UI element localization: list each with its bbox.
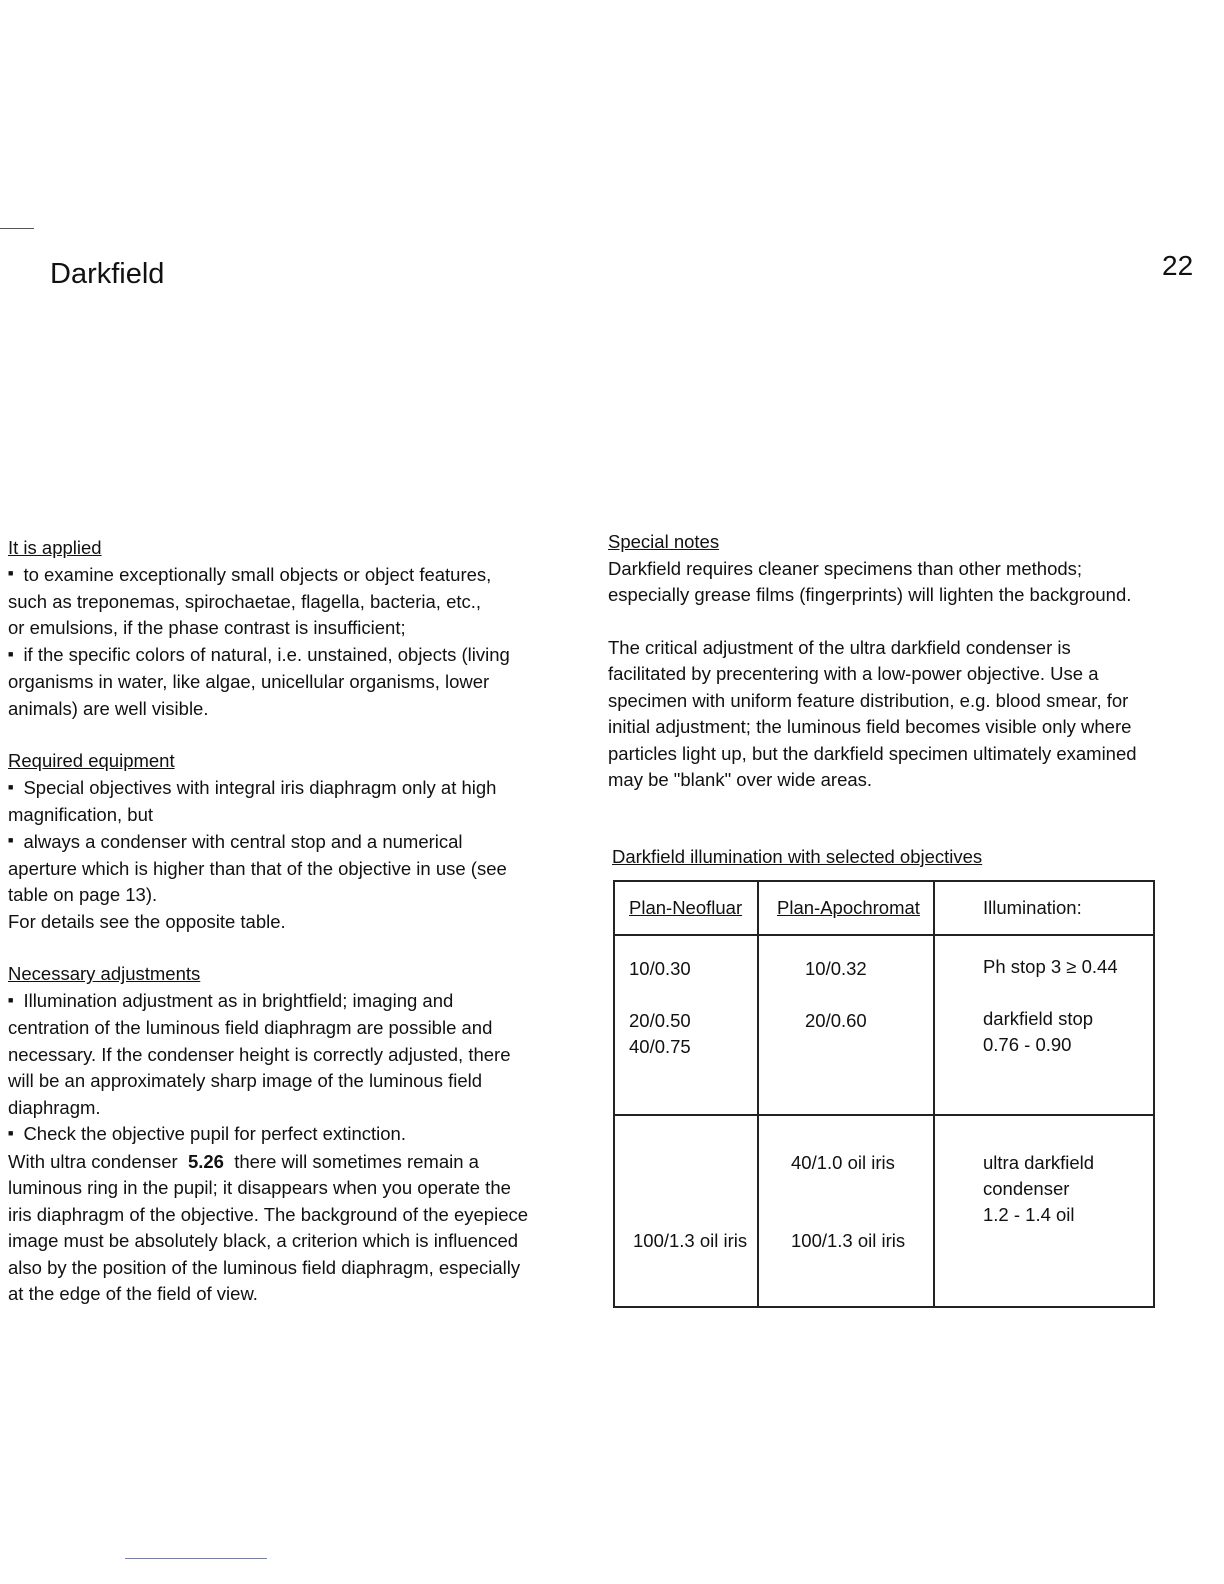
cell-line bbox=[629, 982, 757, 1008]
equipment-line: table on page 13). bbox=[8, 884, 158, 906]
cell-line: 1.2 - 1.4 oil bbox=[983, 1204, 1075, 1225]
adjustments-line: ■ Check the objective pupil for perfect extinction. bbox=[8, 1121, 588, 1148]
adjustments-line: at the edge of the field of view. bbox=[8, 1283, 258, 1305]
critical-line: The critical adjustment of the ultra darkfield condenser is bbox=[608, 636, 1071, 658]
notes-line: Darkfield requires cleaner specimens than other methods; bbox=[608, 557, 1083, 579]
cell-line bbox=[633, 1202, 757, 1228]
reference-number: 5.26 bbox=[187, 1150, 224, 1172]
table-header-row bbox=[614, 881, 1154, 935]
adj-text: With ultra condenser bbox=[8, 1150, 178, 1172]
applied-line: animals) are well visible. bbox=[8, 697, 209, 719]
critical-line: particles light up, but the darkfield specimen ultimately examined bbox=[608, 742, 1137, 764]
adjustments-line: iris diaphragm of the objective. The background of the eyepiece bbox=[8, 1203, 529, 1225]
equipment-line: For details see the opposite table. bbox=[8, 910, 286, 932]
left-column bbox=[8, 535, 588, 1308]
cell-line: 20/0.60 bbox=[805, 1010, 867, 1031]
critical-line: may be "blank" over wide areas. bbox=[608, 769, 873, 790]
header-cell: Plan-Neofluar bbox=[614, 881, 758, 935]
applied-heading: It is applied bbox=[8, 537, 102, 558]
right-column bbox=[608, 529, 1198, 794]
equipment-line: magnification, but bbox=[8, 804, 154, 826]
cell-line: 10/0.30 bbox=[629, 958, 691, 979]
cell-line: 100/1.3 oil iris bbox=[633, 1230, 748, 1251]
adjustments-heading: Necessary adjustments bbox=[8, 963, 201, 985]
equipment-line: ■ always a condenser with central stop and a numerical bbox=[8, 829, 588, 856]
cell-line: 100/1.3 oil iris bbox=[791, 1230, 906, 1251]
cell-line bbox=[791, 1176, 933, 1202]
table-row bbox=[614, 1115, 1154, 1307]
cell-line bbox=[633, 1176, 757, 1202]
cell-line bbox=[791, 1202, 933, 1228]
table-cell bbox=[934, 935, 1154, 1115]
table-cell bbox=[614, 1115, 758, 1307]
bottom-rule bbox=[125, 1558, 267, 1559]
cell-line: ultra darkfield bbox=[983, 1152, 1095, 1173]
header-cell: Illumination: bbox=[934, 881, 1154, 935]
page-number: 22 bbox=[1162, 250, 1194, 281]
critical-line: specimen with uniform feature distribution, e.g. blood smear, for bbox=[608, 689, 1129, 711]
top-rule bbox=[0, 228, 34, 229]
applied-line: or emulsions, if the phase contrast is insufficient; bbox=[8, 617, 406, 639]
header-cell: Plan-Apochromat bbox=[758, 881, 934, 935]
applied-line: organisms in water, like algae, unicellular organisms, lower bbox=[8, 671, 490, 693]
cell-line: 0.76 - 0.90 bbox=[983, 1034, 1072, 1055]
adjustments-line: ■ Illumination adjustment as in brightfield; imaging and bbox=[8, 988, 588, 1015]
critical-line: initial adjustment; the luminous field becomes visible only where bbox=[608, 716, 1132, 737]
page-title: Darkfield bbox=[50, 258, 165, 290]
applied-line: ■ to examine exceptionally small objects or object features, bbox=[8, 562, 588, 589]
adjustments-line: also by the position of the luminous field diaphragm, especially bbox=[8, 1256, 521, 1278]
cell-line: 40/0.75 bbox=[629, 1036, 691, 1057]
cell-line: 20/0.50 bbox=[629, 1010, 691, 1031]
table-cell bbox=[614, 935, 758, 1115]
critical-line: facilitated by precentering with a low-power objective. Use a bbox=[608, 663, 1099, 684]
notes-line: especially grease films (fingerprints) will lighten the background. bbox=[608, 584, 1132, 605]
notes-heading: Special notes bbox=[608, 531, 720, 552]
table-cell bbox=[758, 935, 934, 1115]
adjustments-line: will be an approximately sharp image of the luminous field bbox=[8, 1070, 483, 1092]
cell-line: 10/0.32 bbox=[805, 958, 867, 979]
objectives-table bbox=[613, 880, 1155, 1308]
equipment-line: ■ Special objectives with integral iris diaphragm only at high bbox=[8, 775, 588, 802]
cell-line: Ph stop 3 ≥ 0.44 bbox=[983, 956, 1118, 977]
cell-line: condenser bbox=[983, 1178, 1070, 1199]
equipment-line: aperture which is higher than that of the objective in use (see bbox=[8, 857, 507, 879]
applied-line: such as treponemas, spirochaetae, flagella, bacteria, etc., bbox=[8, 590, 482, 612]
table-row bbox=[614, 935, 1154, 1115]
adjustments-line: diaphragm. bbox=[8, 1096, 101, 1118]
adjustments-line: luminous ring in the pupil; it disappears when you operate the bbox=[8, 1177, 511, 1199]
cell-line: darkfield stop bbox=[983, 1008, 1094, 1029]
applied-line: ■ if the specific colors of natural, i.e. unstained, objects (living bbox=[8, 642, 588, 669]
cell-line bbox=[791, 982, 933, 1008]
cell-line bbox=[633, 1150, 757, 1176]
adjustments-line bbox=[8, 1149, 588, 1176]
adjustments-line: necessary. If the condenser height is correctly adjusted, there bbox=[8, 1043, 511, 1065]
equipment-heading: Required equipment bbox=[8, 750, 175, 772]
adjustments-line: image must be absolutely black, a criterion which is influenced bbox=[8, 1230, 519, 1252]
table-cell bbox=[758, 1115, 934, 1307]
adjustments-line: centration of the luminous field diaphragm are possible and bbox=[8, 1017, 493, 1039]
table-caption: Darkfield illumination with selected objectives bbox=[612, 846, 983, 867]
cell-line: 40/1.0 oil iris bbox=[791, 1152, 895, 1173]
cell-line bbox=[983, 980, 1153, 1006]
table-cell bbox=[934, 1115, 1154, 1307]
adj-text: there will sometimes remain a bbox=[234, 1150, 479, 1172]
